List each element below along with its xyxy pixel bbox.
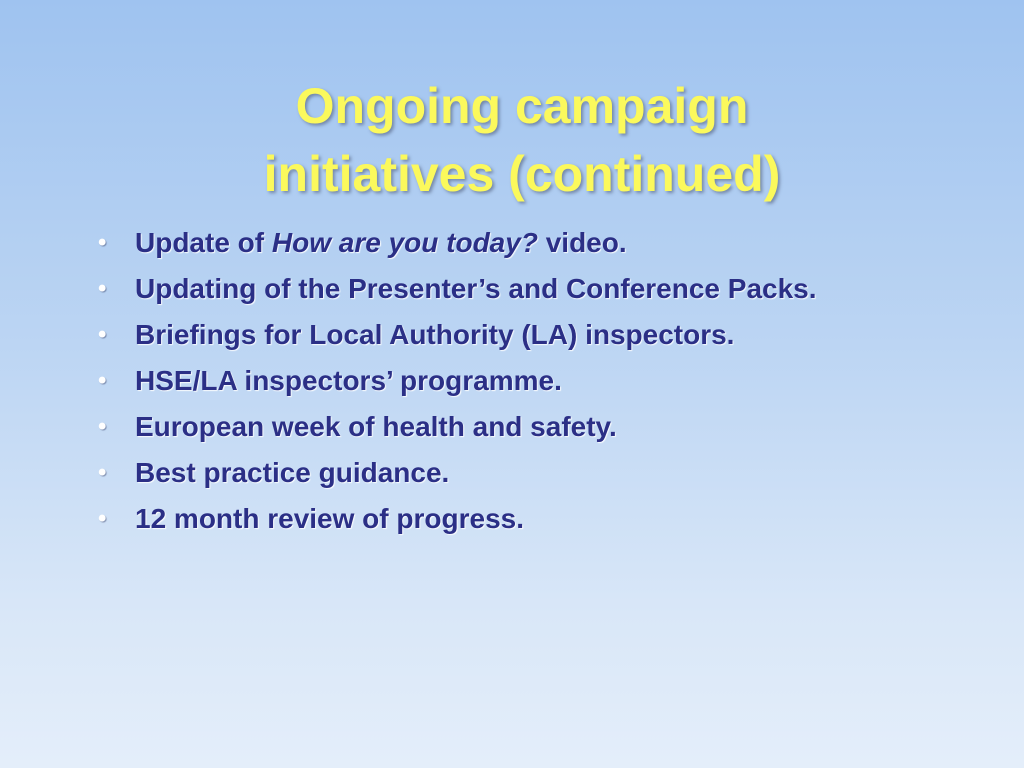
bullet-item bbox=[98, 318, 928, 351]
bullet-item bbox=[98, 272, 928, 305]
bullet-text: Briefings for Local Authority (LA) inspectors. bbox=[135, 319, 735, 350]
bullet-text-suffix: video. bbox=[537, 227, 627, 258]
slide-title bbox=[100, 72, 944, 208]
bullet-marker: • bbox=[98, 321, 107, 348]
bullet-marker: • bbox=[98, 275, 107, 302]
bullet-marker: • bbox=[98, 229, 107, 256]
bullet-marker: • bbox=[98, 505, 107, 532]
bullet-text: Updating of the Presenter’s and Conference Packs. bbox=[135, 273, 817, 304]
bullet-text: Best practice guidance. bbox=[135, 457, 450, 488]
bullet-text: HSE/LA inspectors’ programme. bbox=[135, 365, 562, 396]
slide-title-line-2: initiatives (continued) bbox=[263, 146, 781, 202]
bullet-item bbox=[98, 226, 928, 259]
bullet-item bbox=[98, 456, 928, 489]
bullet-item bbox=[98, 410, 928, 443]
bullet-text-prefix: Update of bbox=[135, 227, 272, 258]
bullet-marker: • bbox=[98, 459, 107, 486]
bullet-text-italic-title: How are you today? bbox=[271, 227, 538, 258]
slide-title-line-1: Ongoing campaign bbox=[295, 78, 749, 134]
bullet-text: 12 month review of progress. bbox=[135, 503, 524, 534]
bullet-marker: • bbox=[98, 367, 107, 394]
bullet-marker: • bbox=[98, 413, 107, 440]
bullet-list bbox=[98, 226, 928, 548]
bullet-text: European week of health and safety. bbox=[135, 411, 617, 442]
bullet-item bbox=[98, 502, 928, 535]
bullet-item bbox=[98, 364, 928, 397]
